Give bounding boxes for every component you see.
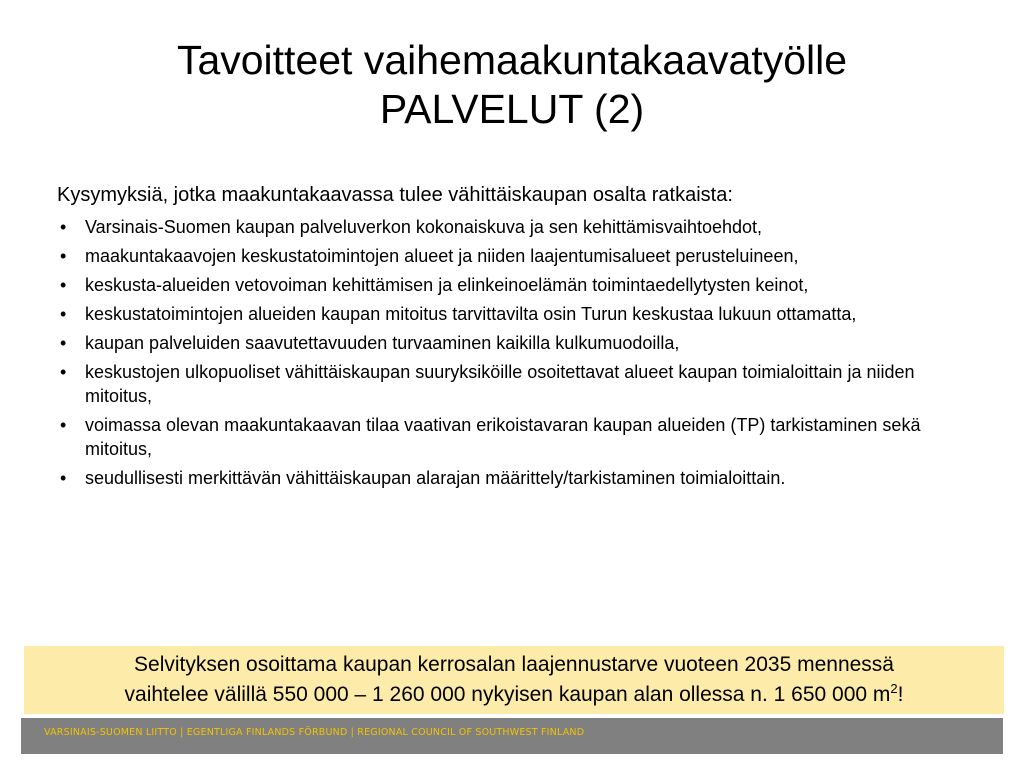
bullet-icon: • xyxy=(60,415,67,435)
bullet-icon: • xyxy=(60,333,67,353)
bullet-item xyxy=(57,413,977,461)
highlight-box xyxy=(24,646,1004,714)
bullet-text: Varsinais-Suomen kaupan palveluverkon kokonaiskuva ja sen kehittämisvaihtoehdot, xyxy=(85,217,763,237)
slide-title-line2: PALVELUT (2) xyxy=(379,86,645,132)
bullet-icon: • xyxy=(60,304,67,324)
bullet-item xyxy=(57,273,977,297)
bullet-text: keskustatoimintojen alueiden kaupan mitoitus tarvittavilta osin Turun keskustaa lukuun ottamatta, xyxy=(85,304,857,324)
bullet-icon: • xyxy=(60,362,67,382)
bullet-item xyxy=(57,302,977,326)
bullet-item xyxy=(57,215,977,239)
bullet-item xyxy=(57,360,977,408)
bullet-icon: • xyxy=(60,246,67,266)
highlight-line2-main: vaihtelee välillä 550 000 – 1 260 000 nykyisen kaupan alan ollessa n. 1 650 000 m xyxy=(124,683,891,706)
bullet-icon: • xyxy=(60,468,67,488)
footer-organization-text: VARSINAIS-SUOMEN LIITTO | EGENTLIGA FINLANDS FÖRBUND | REGIONAL COUNCIL OF SOUTHWEST FINLAND xyxy=(44,727,585,738)
highlight-line1: Selvityksen osoittama kaupan kerrosalan laajennustarve vuoteen 2035 mennessä xyxy=(134,653,894,676)
bullet-item xyxy=(57,244,977,268)
slide-body xyxy=(57,183,977,495)
bullet-text: voimassa olevan maakuntakaavan tilaa vaativan erikoistavaran kaupan alueiden (TP) tarkistaminen sekä mitoitus, xyxy=(85,415,921,459)
bullet-item xyxy=(57,466,977,490)
bullet-item xyxy=(57,331,977,355)
bullet-text: keskustojen ulkopuoliset vähittäiskaupan suuryksiköille osoitettavat alueet kaupan toimialoittain ja niiden mitoitus, xyxy=(85,362,915,406)
footer-bar xyxy=(21,718,1003,754)
highlight-line2-end: ! xyxy=(897,683,904,706)
slide-title-line1: Tavoitteet vaihemaakuntakaavatyölle xyxy=(176,37,848,83)
bullet-text: keskusta-alueiden vetovoiman kehittämisen ja elinkeinoelämän toimintaedellytysten keinot, xyxy=(85,275,809,295)
bullet-icon: • xyxy=(60,275,67,295)
bullet-icon: • xyxy=(60,217,67,237)
highlight-line2 xyxy=(24,680,1004,710)
intro-text: Kysymyksiä, jotka maakuntakaavassa tulee vähittäiskaupan osalta ratkaista: xyxy=(57,184,733,206)
bullet-text: kaupan palveluiden saavutettavuuden turvaaminen kaikilla kulkumuodoilla, xyxy=(85,333,680,353)
slide-title xyxy=(0,36,1024,134)
bullet-text: seudullisesti merkittävän vähittäiskaupan alarajan määrittely/tarkistaminen toimialoittain. xyxy=(85,468,786,488)
bullet-list xyxy=(57,215,977,490)
highlight-superscript: 2 xyxy=(890,681,898,696)
bullet-text: maakuntakaavojen keskustatoimintojen alueet ja niiden laajentumisalueet perusteluineen, xyxy=(85,246,799,266)
